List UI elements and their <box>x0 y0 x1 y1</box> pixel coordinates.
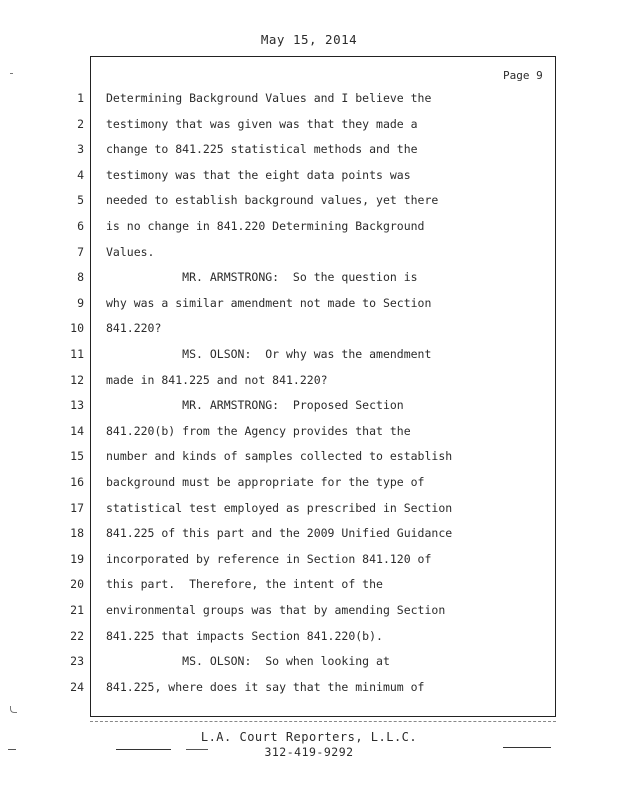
transcript-line <box>0 501 618 521</box>
line-text: incorporated by reference in Section 841.120 of <box>106 551 432 566</box>
line-text: testimony that was given was that they made a <box>106 116 418 131</box>
line-number: 23 <box>70 654 84 669</box>
line-text: background must be appropriate for the type of <box>106 475 425 489</box>
header-date: May 15, 2014 <box>260 32 358 47</box>
line-number: 11 <box>70 347 84 361</box>
line-text: 841.220(b) from the Agency provides that the <box>106 423 411 438</box>
transcript-line <box>0 398 618 418</box>
transcript-line <box>0 424 618 444</box>
line-text: MS. OLSON: Or why was the amendment <box>106 347 432 361</box>
line-number: 4 <box>77 167 84 182</box>
line-text: MS. OLSON: So when looking at <box>106 654 390 669</box>
line-number: 18 <box>70 526 84 541</box>
transcript-line <box>0 321 618 341</box>
line-text: statistical test employed as prescribed in Section <box>106 500 453 515</box>
line-text: made in 841.225 and not 841.220? <box>106 372 328 387</box>
line-number: 8 <box>77 270 84 285</box>
line-number: 1 <box>77 91 84 105</box>
scan-speck <box>10 73 13 74</box>
line-text: 841.220? <box>106 321 162 336</box>
line-number: 3 <box>77 142 84 157</box>
footer-company: L.A. Court Reporters, L.L.C. <box>200 730 418 744</box>
transcript-line <box>0 449 618 469</box>
line-text: Determining Background Values and I believe the <box>106 91 432 105</box>
transcript-line <box>0 629 618 649</box>
line-number: 14 <box>70 423 84 438</box>
transcript-line <box>0 654 618 674</box>
transcript-line <box>0 347 618 367</box>
line-text: MR. ARMSTRONG: Proposed Section <box>106 398 404 413</box>
line-number: 15 <box>70 449 84 464</box>
footer-rule-left-short <box>186 749 208 750</box>
line-number: 16 <box>70 475 84 489</box>
page-number-label: Page 9 <box>503 69 543 82</box>
line-text: why was a similar amendment not made to Section <box>106 295 432 310</box>
transcript-line <box>0 475 618 495</box>
footer-phone: 312-419-9292 <box>264 745 354 759</box>
transcript-line <box>0 296 618 316</box>
line-text: Values. <box>106 244 155 259</box>
margin-tick <box>8 749 16 750</box>
line-text: MR. ARMSTRONG: So the question is <box>106 270 418 285</box>
line-number: 13 <box>70 398 84 413</box>
transcript-line <box>0 526 618 546</box>
transcript-line <box>0 142 618 162</box>
transcript-line <box>0 552 618 572</box>
line-text: 841.225 that impacts Section 841.220(b). <box>106 628 383 643</box>
transcript-line <box>0 168 618 188</box>
transcript-line <box>0 219 618 239</box>
line-text: is no change in 841.220 Determining Background <box>106 219 425 233</box>
line-text: change to 841.225 statistical methods and the <box>106 142 418 157</box>
line-text: testimony was that the eight data points was <box>106 167 411 182</box>
line-text: needed to establish background values, yet there <box>106 193 439 208</box>
transcript-line <box>0 91 618 111</box>
transcript-line <box>0 117 618 137</box>
transcript-line <box>0 577 618 597</box>
line-text: number and kinds of samples collected to establish <box>106 449 453 464</box>
footer-rule-right <box>503 747 551 748</box>
line-text: 841.225 of this part and the 2009 Unified Guidance <box>106 526 453 541</box>
line-number: 7 <box>77 244 84 259</box>
transcript-line <box>0 603 618 623</box>
line-number: 19 <box>70 551 84 566</box>
line-number: 9 <box>77 295 84 310</box>
line-text: environmental groups was that by amending Section <box>106 603 446 617</box>
footer-rule-left <box>116 749 171 750</box>
scan-mark <box>10 706 17 713</box>
line-number: 20 <box>70 577 84 592</box>
line-number: 12 <box>70 372 84 387</box>
line-number: 17 <box>70 500 84 515</box>
line-number: 21 <box>70 603 84 617</box>
transcript-line <box>0 245 618 265</box>
line-number: 22 <box>70 628 84 643</box>
transcript-line <box>0 373 618 393</box>
line-number: 5 <box>77 193 84 208</box>
line-text: this part. Therefore, the intent of the <box>106 577 383 592</box>
line-number: 6 <box>77 219 84 233</box>
line-number: 24 <box>70 679 84 694</box>
line-text: 841.225, where does it say that the minimum of <box>106 679 425 694</box>
line-number: 2 <box>77 116 84 131</box>
transcript-line <box>0 680 618 700</box>
line-number: 10 <box>70 321 84 336</box>
transcript-line <box>0 270 618 290</box>
transcript-line <box>0 193 618 213</box>
